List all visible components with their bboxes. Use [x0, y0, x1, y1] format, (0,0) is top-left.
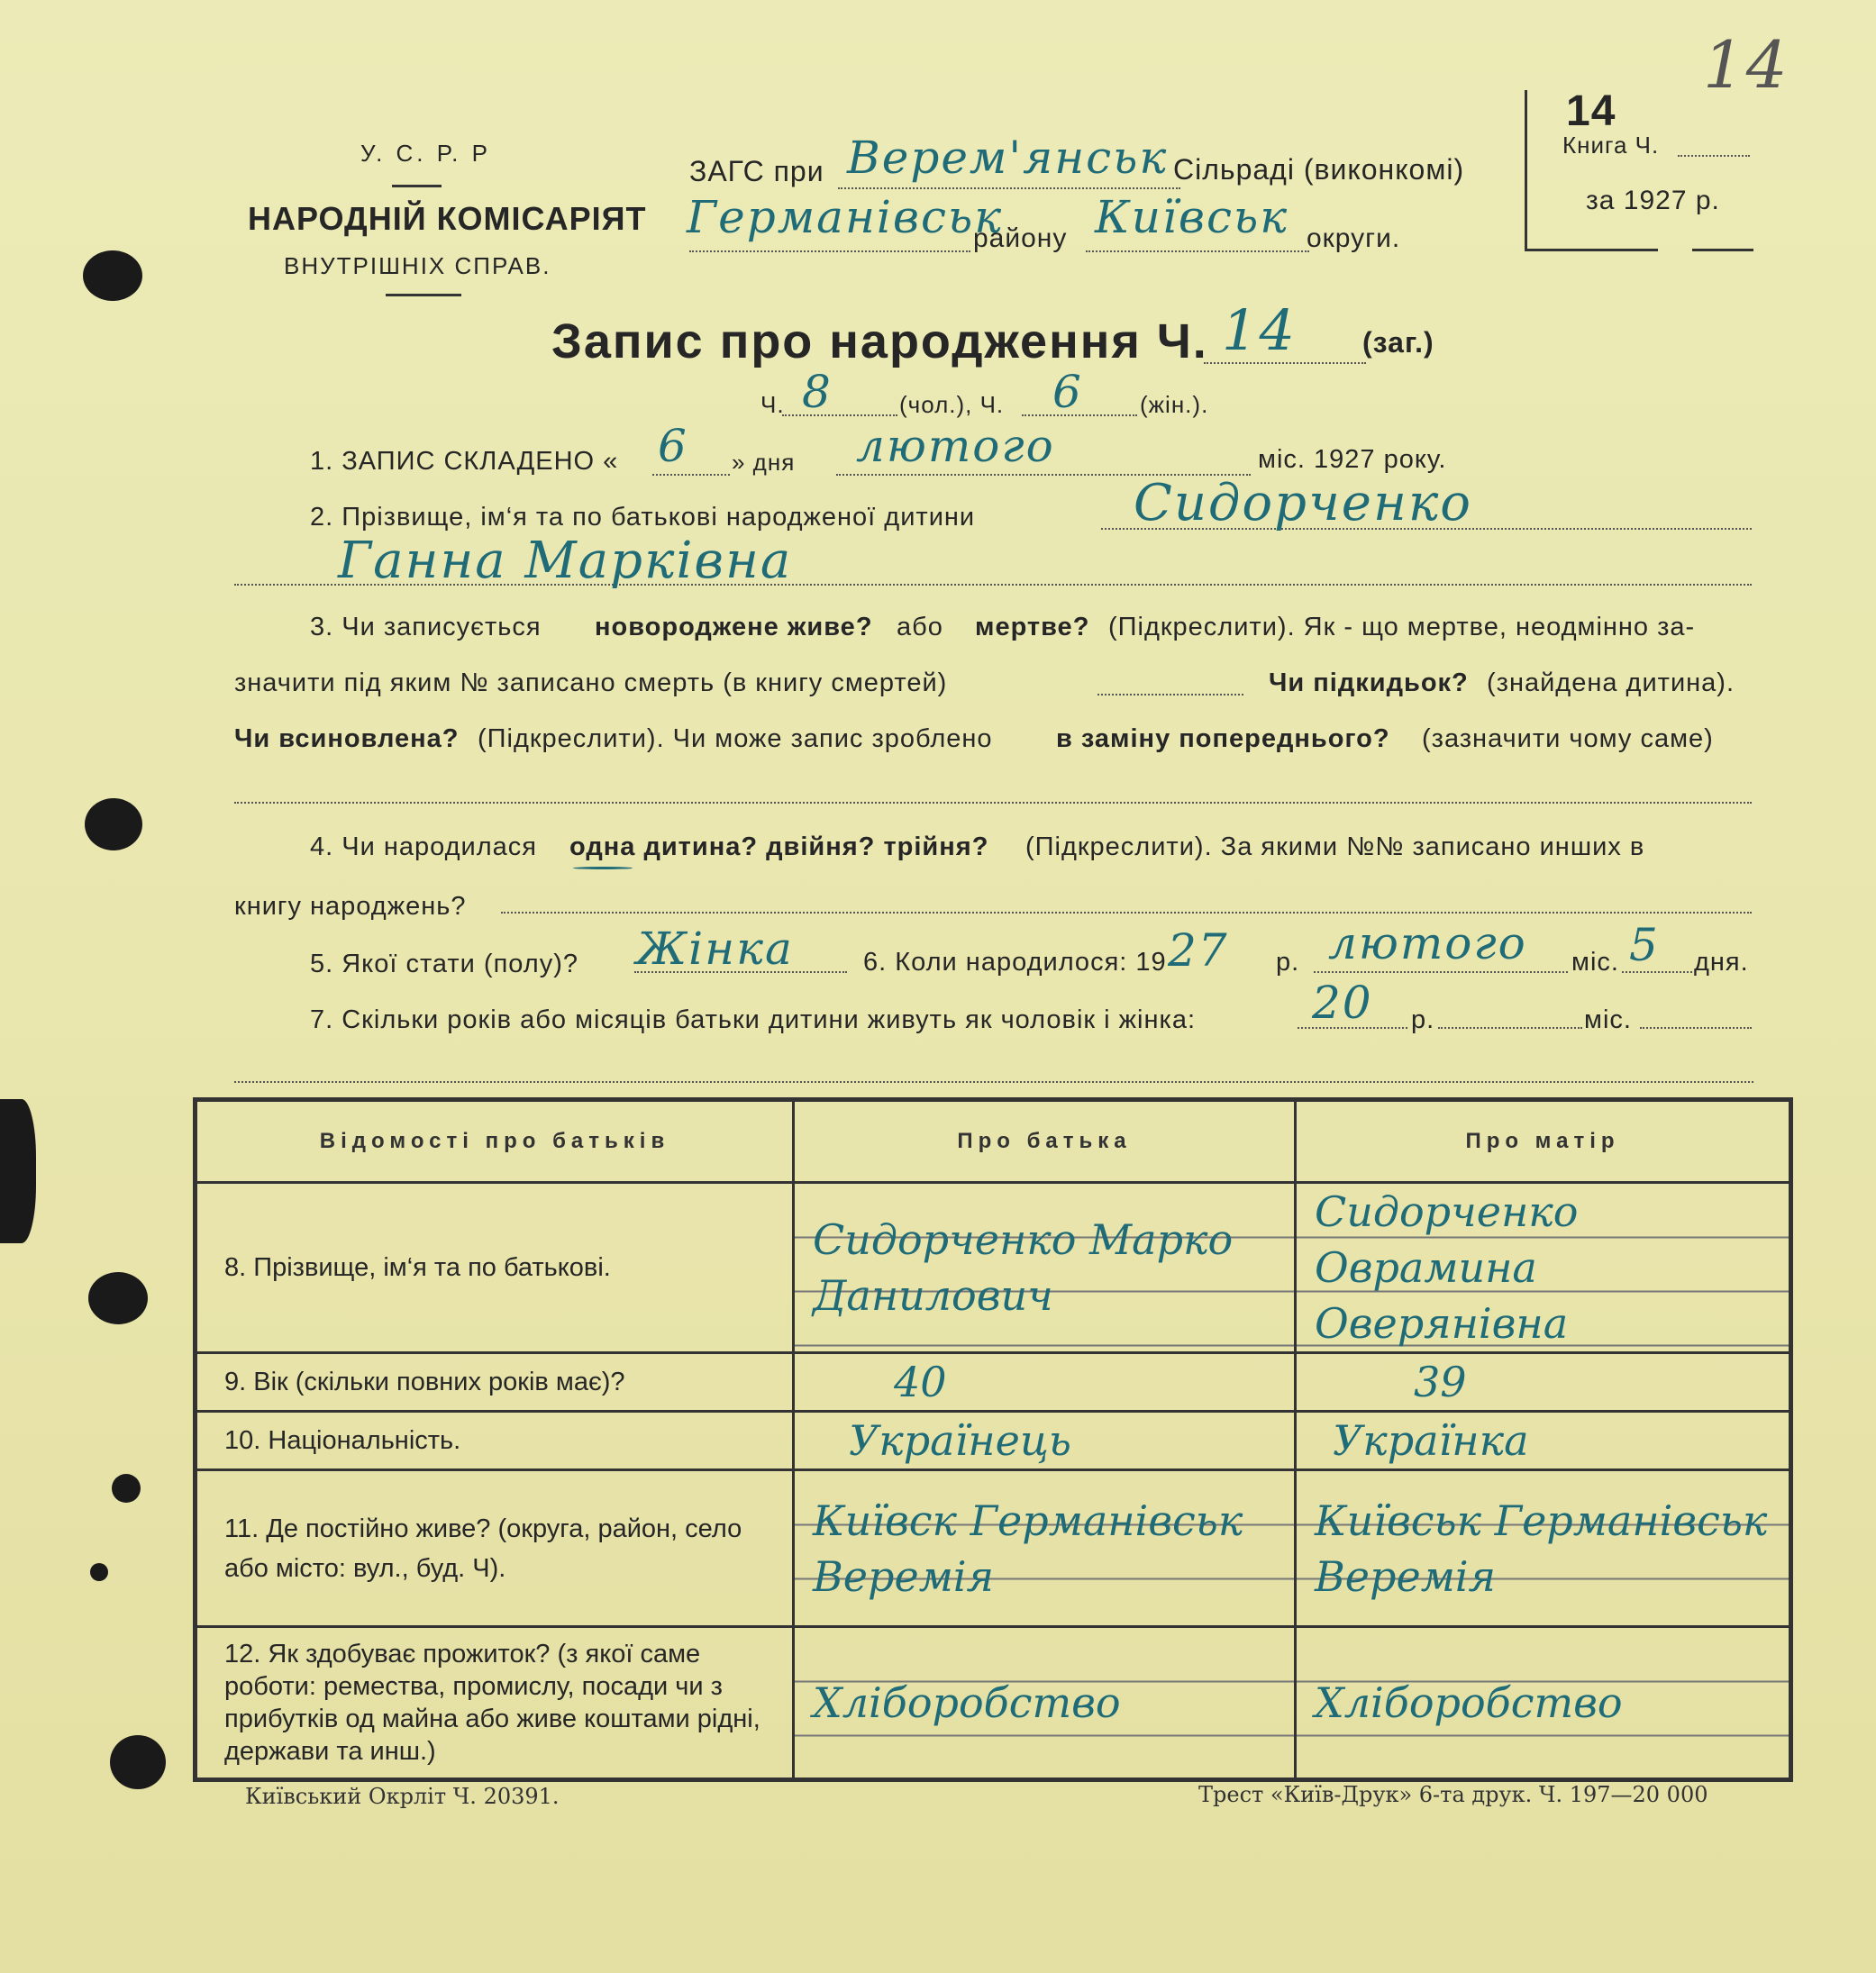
field3-text: (знайдена дитина).: [1487, 668, 1735, 697]
book-box: [1525, 90, 1527, 250]
row-label: 10. Національність.: [196, 1412, 794, 1470]
commissariat-label: НАРОДНІЙ КОМІСАРІЯТ: [248, 200, 647, 237]
council-label: Сільраді (виконкомі): [1173, 153, 1465, 186]
ussr-label: У. С. Р. Р: [360, 140, 491, 167]
district-label: району: [973, 223, 1068, 253]
birth-month: лютого: [1328, 917, 1527, 969]
dotted-line: [1622, 971, 1692, 973]
dotted-line: [689, 250, 970, 252]
dotted-line: [234, 1081, 1753, 1083]
title-suffix: (заг.): [1362, 326, 1434, 359]
dotted-line: [652, 474, 730, 476]
field7-label: 7. Скільки років або місяців батьки дитини живуть як чоловік і жінка:: [310, 1005, 1197, 1034]
child-name: Ганна Марківна: [338, 532, 793, 590]
child-sex: Жінка: [636, 923, 794, 975]
header-cell: Відомості про батьків: [196, 1100, 794, 1183]
birth-day: 5: [1629, 919, 1660, 971]
book-box-bottom: [1525, 249, 1658, 251]
female-count: 6: [1052, 366, 1083, 418]
male-count: 8: [802, 366, 833, 418]
dotted-line: [1438, 1027, 1582, 1029]
record-number: 14: [1222, 297, 1297, 363]
dotted-line: [234, 802, 1752, 804]
field3-text: (зазначити чому саме): [1422, 724, 1714, 753]
field3-text: (Підкреслити). Як - що мертве, неодмінно за-: [1108, 613, 1696, 641]
field3-text: значити під яким № записано смерть (в книгу смертей): [234, 668, 948, 697]
divider: [386, 294, 461, 296]
field3-dead: мертве?: [975, 613, 1090, 641]
field3-or: або: [897, 613, 943, 641]
male-prefix: Ч.: [760, 391, 785, 418]
dotted-line: [782, 414, 897, 416]
okruha-label: округи.: [1307, 223, 1401, 253]
field7-r: р.: [1411, 1005, 1435, 1034]
record-title: Запис про народження Ч.: [551, 314, 1208, 368]
punch-hole: [88, 1272, 148, 1324]
birth-year: 27: [1168, 924, 1229, 977]
field1-day: 6: [658, 420, 688, 472]
table-row: [196, 1470, 1791, 1627]
footer-right: Трест «Київ-Друк» 6-та друк. Ч. 197—20 000: [1198, 1782, 1708, 1807]
dotted-line: [1086, 250, 1309, 252]
father-value: Сидорченко Марко Данилович: [794, 1183, 1296, 1353]
book-number: 14: [1566, 87, 1616, 135]
dotted-line: [1314, 971, 1568, 973]
field3-alive: новороджене живе?: [595, 613, 873, 641]
footer-left: Київський Окрліт Ч. 20391.: [245, 1784, 560, 1809]
field1-end: міс. 1927 року.: [1258, 445, 1447, 474]
field7-mis: міс.: [1584, 1005, 1632, 1034]
district-value: Германівськ: [687, 191, 1004, 243]
field6-dnia: дня.: [1694, 948, 1749, 977]
table-row: [196, 1183, 1791, 1353]
zags-village: Верем'янськ: [847, 132, 1169, 184]
field6-r: р.: [1276, 948, 1300, 977]
field6-label: 6. Коли народилося: 19: [863, 948, 1167, 977]
punch-hole: [110, 1735, 166, 1789]
table-row: [196, 1353, 1791, 1412]
field3-replacement: в заміну попереднього?: [1056, 724, 1390, 753]
mother-value: 39: [1296, 1353, 1791, 1412]
parents-table: [193, 1097, 1793, 1782]
dotted-line: [1640, 1027, 1752, 1029]
marriage-years: 20: [1312, 977, 1373, 1029]
header-cell: Про матір: [1296, 1100, 1791, 1183]
punch-hole: [112, 1474, 141, 1503]
field1-month: лютого: [856, 420, 1055, 472]
punch-hole: [90, 1563, 108, 1581]
field4-text: книгу народжень?: [234, 892, 467, 921]
table-header-row: [196, 1100, 1791, 1183]
female-label: (жін.).: [1140, 391, 1209, 418]
father-value: 40: [794, 1353, 1296, 1412]
row-label: 12. Як здобуває прожиток? (з якої саме роботи: ремества, промислу, посади чи з прибутків од майна або живе коштами рідні, держави та инш.): [196, 1627, 794, 1780]
father-value: Хліборобство: [794, 1627, 1296, 1780]
mother-value: Київськ Германівськ Веремія: [1296, 1470, 1791, 1627]
field3-foundling: Чи підкидьок?: [1269, 668, 1469, 697]
field3-text: 3. Чи записується: [310, 613, 542, 641]
okruha-value: Київськ: [1095, 191, 1289, 243]
child-surname: Сидорченко: [1134, 474, 1472, 532]
field3-adopted: Чи всиновлена?: [234, 724, 460, 753]
mother-value: Українка: [1296, 1412, 1791, 1470]
table-row: [196, 1412, 1791, 1470]
field6-mis: міс.: [1571, 948, 1619, 977]
internal-affairs-label: ВНУТРІШНІХ СПРАВ.: [284, 252, 551, 279]
divider: [392, 185, 442, 187]
underline-mark: [573, 867, 633, 869]
field4-text: 4. Чи народилася: [310, 832, 537, 861]
dotted-line: [501, 912, 1752, 914]
row-label: 9. Вік (скільки повних років має)?: [196, 1353, 794, 1412]
field3-text: (Підкреслити). Чи може запис зроблено: [478, 724, 993, 753]
punch-hole: [85, 798, 142, 850]
field4-text: (Підкреслити). За якими №№ записано инших в: [1025, 832, 1645, 861]
table-row: [196, 1627, 1791, 1780]
male-label: (чол.), Ч.: [899, 391, 1005, 418]
dotted-line: [838, 187, 1180, 189]
mother-value: Хліборобство: [1296, 1627, 1791, 1780]
book-year: за 1927 р.: [1586, 186, 1720, 215]
field5-label: 5. Якої стати (полу)?: [310, 950, 578, 978]
book-box-bottom: [1692, 249, 1753, 251]
dotted-line: [1097, 694, 1243, 696]
row-label: 11. Де постійно живе? (округа, район, село або місто: вул., буд. Ч).: [196, 1470, 794, 1627]
field4-options: одна дитина? двійня? трійня?: [569, 832, 989, 861]
zags-prefix: ЗАГС при: [689, 155, 824, 187]
row-label: 8. Прізвище, ім‘я та по батькові.: [196, 1183, 794, 1353]
father-value: Київск Германівськ Веремія: [794, 1470, 1296, 1627]
mother-value: Сидорченко Оврамина Оверянівна: [1296, 1183, 1791, 1353]
field2-label: 2. Прізвище, ім‘я та по батькові народженої дитини: [310, 503, 976, 532]
corner-number: 14: [1703, 27, 1789, 103]
punch-hole: [83, 250, 142, 301]
father-value: Українець: [794, 1412, 1296, 1470]
header-cell: Про батька: [794, 1100, 1296, 1183]
book-label: Книга Ч.: [1562, 132, 1660, 159]
field1-mid: » дня: [732, 449, 796, 476]
dotted-line: [1678, 155, 1750, 157]
binding-edge: [0, 1099, 36, 1243]
field1-label: 1. ЗАПИС СКЛАДЕНО «: [310, 447, 619, 476]
